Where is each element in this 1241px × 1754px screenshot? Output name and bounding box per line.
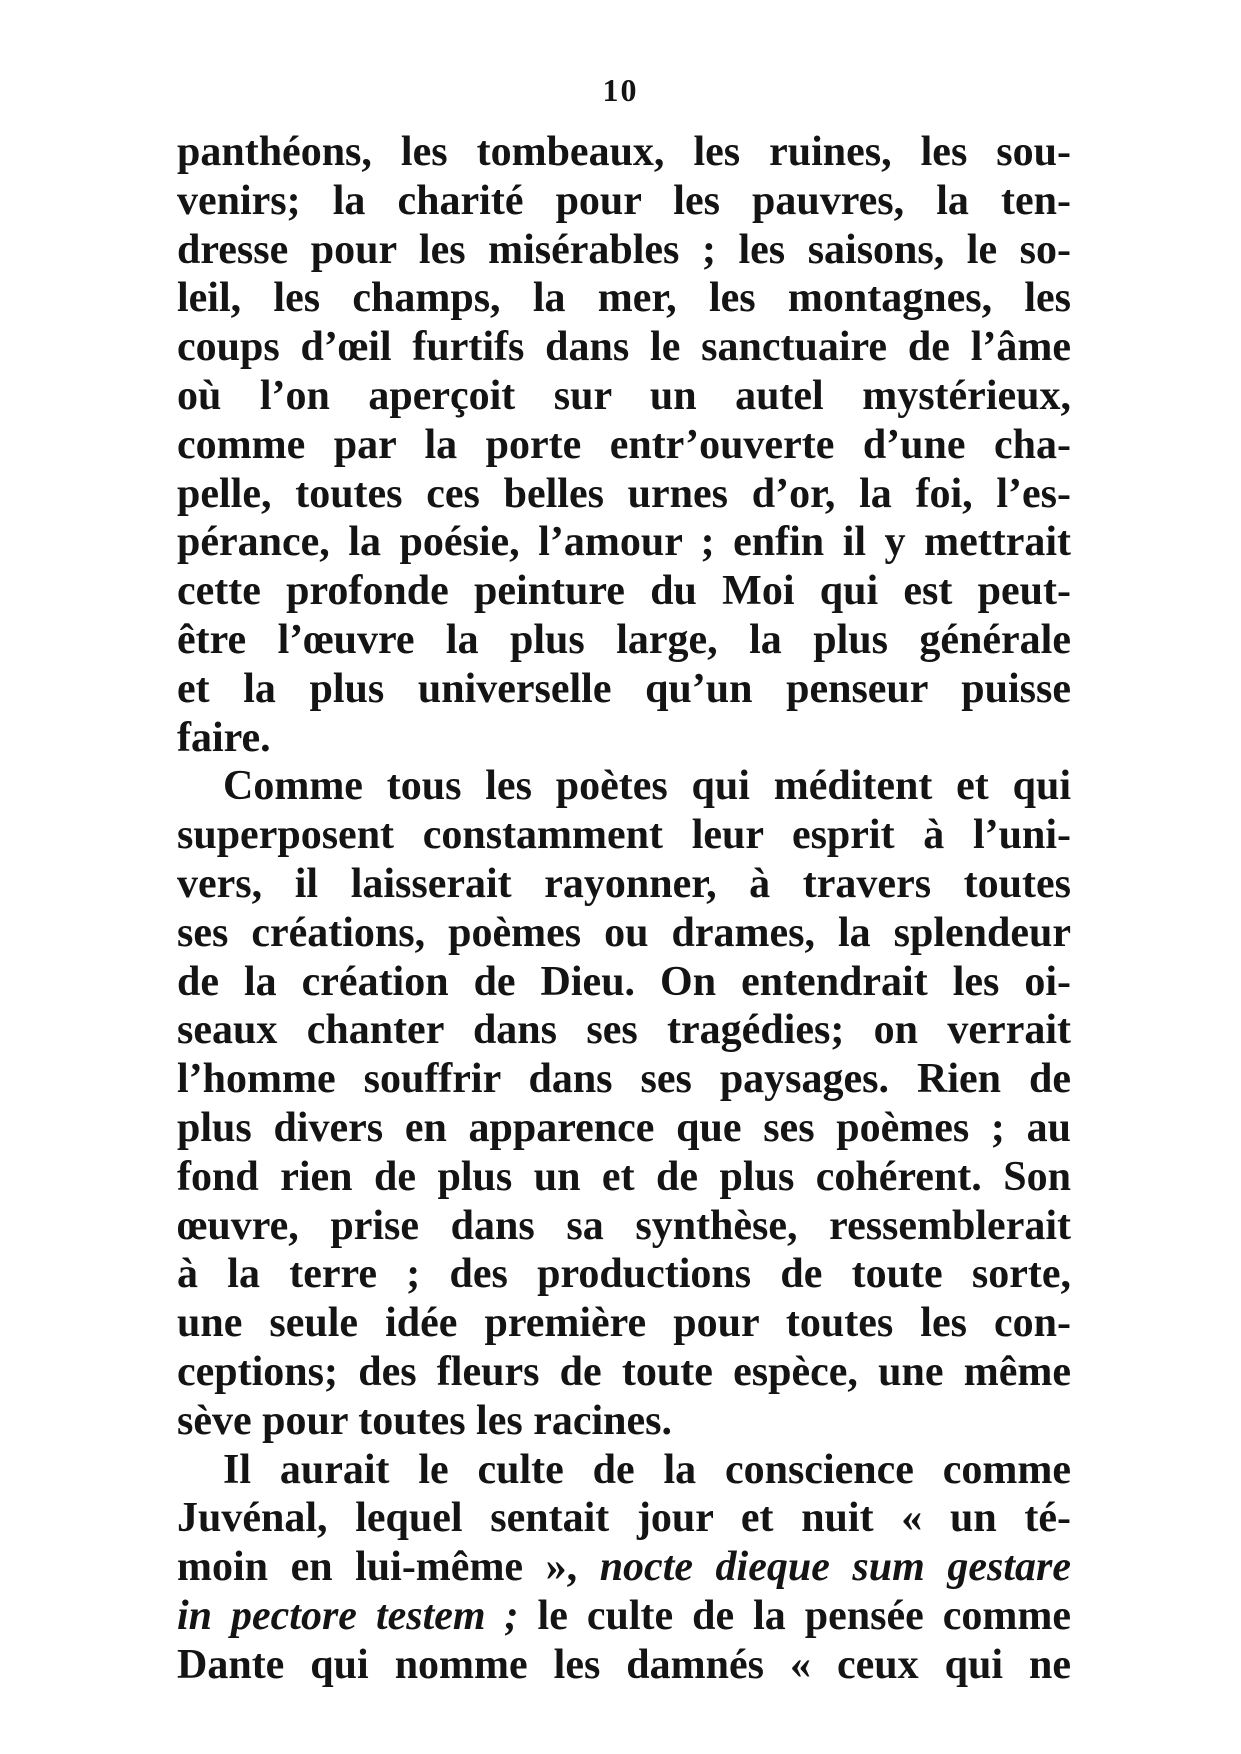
text-line: vers, il laisserait rayonner, à travers toutes bbox=[177, 860, 1071, 907]
text-line: coups d’œil furtifs dans le sanctuaire de l’âme bbox=[177, 324, 1071, 371]
text-line: Juvénal, lequel sentait jour et nuit « un té- bbox=[177, 1495, 1071, 1542]
text-line: de la création de Dieu. On entendrait les oi- bbox=[177, 958, 1071, 1005]
text-line: venirs; la charité pour les pauvres, la ten- bbox=[177, 177, 1071, 224]
text-line: où l’on aperçoit sur un autel mystérieux, bbox=[177, 372, 1071, 419]
text-segment: le culte de la pensée comme bbox=[518, 1592, 1071, 1639]
text-line: plus divers en apparence que ses poèmes ; au bbox=[177, 1104, 1071, 1151]
paragraph-start-line: Il aurait le culte de la conscience comme bbox=[223, 1446, 1071, 1493]
text-line: Dante qui nomme les damnés « ceux qui ne bbox=[177, 1641, 1071, 1688]
body-text bbox=[177, 128, 1071, 1690]
text-line-with-latin-quote bbox=[177, 1592, 1071, 1641]
text-line: seaux chanter dans ses tragédies; on verrait bbox=[177, 1007, 1071, 1054]
page-number: 10 bbox=[602, 72, 639, 108]
text-line: comme par la porte entr’ouverte d’une cha- bbox=[177, 421, 1071, 468]
text-line: et la plus universelle qu’un penseur puisse bbox=[177, 665, 1071, 712]
text-line: pelle, toutes ces belles urnes d’or, la foi, l’es- bbox=[177, 470, 1071, 517]
latin-quote: in pectore testem ; bbox=[177, 1592, 519, 1639]
text-line: être l’œuvre la plus large, la plus générale bbox=[177, 616, 1071, 663]
text-line: panthéons, les tombeaux, les ruines, les sou- bbox=[177, 129, 1071, 175]
text-line: ceptions; des fleurs de toute espèce, une même bbox=[177, 1348, 1071, 1395]
paragraph-end-line: sève pour toutes les racines. bbox=[177, 1397, 672, 1444]
text-line: fond rien de plus un et de plus cohérent. Son bbox=[177, 1153, 1071, 1200]
text-line-with-latin-quote bbox=[177, 1543, 1071, 1592]
text-line: superposent constamment leur esprit à l’uni- bbox=[177, 812, 1071, 859]
text-line: œuvre, prise dans sa synthèse, ressemblerait bbox=[177, 1202, 1071, 1249]
text-segment: moin en lui-même », bbox=[177, 1544, 600, 1591]
text-line: une seule idée première pour toutes les con- bbox=[177, 1300, 1071, 1347]
latin-quote: nocte dieque sum gestare bbox=[599, 1544, 1071, 1591]
text-line: pérance, la poésie, l’amour ; enfin il y mettrait bbox=[177, 519, 1071, 566]
text-line: dresse pour les misérables ; les saisons, le so- bbox=[177, 226, 1071, 273]
text-line: leil, les champs, la mer, les montagnes, les bbox=[177, 275, 1071, 322]
paragraph-end-line: faire. bbox=[177, 714, 271, 761]
text-line: à la terre ; des productions de toute sorte, bbox=[177, 1251, 1071, 1298]
text-line: ses créations, poèmes ou drames, la splendeur bbox=[177, 909, 1071, 956]
text-line: cette profonde peinture du Moi qui est peut- bbox=[177, 568, 1071, 615]
text-line: l’homme souffrir dans ses paysages. Rien de bbox=[177, 1056, 1071, 1103]
paragraph-start-line: Comme tous les poètes qui méditent et qui bbox=[223, 763, 1071, 810]
